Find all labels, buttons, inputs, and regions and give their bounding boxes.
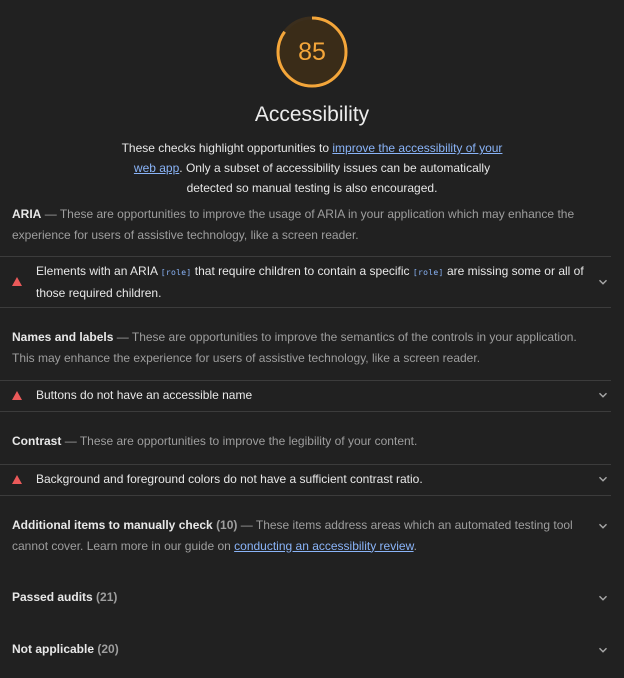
divider bbox=[0, 256, 611, 257]
group-title: Contrast bbox=[12, 434, 62, 448]
group-description: These are opportunities to improve the legibility of your content. bbox=[79, 434, 418, 448]
group-title: ARIA bbox=[12, 207, 42, 221]
audit-button-name[interactable] bbox=[12, 385, 592, 407]
red-triangle-icon bbox=[12, 391, 22, 400]
section-label: Passed audits bbox=[12, 590, 93, 604]
chevron-down-icon[interactable] bbox=[598, 390, 608, 400]
section-count: (20) bbox=[97, 642, 119, 656]
category-title: Accessibility bbox=[254, 103, 370, 126]
divider bbox=[0, 464, 611, 465]
group-contrast: Contrast — These are opportunities to improve the legibility of your content. bbox=[12, 434, 418, 448]
audit-color-contrast[interactable] bbox=[12, 469, 592, 491]
score-value: 85 bbox=[298, 37, 326, 66]
divider bbox=[0, 495, 611, 496]
passed-audits-toggle[interactable] bbox=[12, 590, 117, 604]
red-triangle-icon bbox=[12, 277, 22, 286]
group-names-and-labels: Names and labels — These are opportunities to improve the semantics of the controls in your application. This may enhance the experience for users of assistive technology, like a screen reader. bbox=[12, 330, 577, 365]
code-role: [role] bbox=[160, 268, 192, 277]
group-count: (10) bbox=[216, 518, 238, 532]
category-description: These checks highlight opportunities to improve the accessibility of your web app. Only a subset of accessibility issues can be automatically detected so manual testing is also encouraged. bbox=[121, 141, 503, 195]
group-aria: ARIA — These are opportunities to improve the usage of ARIA in your application which may enhance the experience for users of assistive technology, like a screen reader. bbox=[12, 207, 575, 242]
divider bbox=[0, 411, 611, 412]
divider bbox=[0, 380, 611, 381]
audit-title: Background and foreground colors do not have a sufficient contrast ratio. bbox=[36, 472, 423, 486]
group-description: These items address areas which an automated testing tool cannot cover. Learn more in our guide on conducting an accessibility review. bbox=[12, 518, 573, 553]
audit-title: Elements with an ARIA [role] that require children to contain a specific [role] are missing some or all of those required children. bbox=[36, 264, 584, 300]
group-title: Names and labels bbox=[12, 330, 114, 344]
group-title: Additional items to manually check bbox=[12, 518, 213, 532]
section-count: (21) bbox=[96, 590, 118, 604]
accessibility-learn-link[interactable]: improve the accessibility of your web app bbox=[133, 141, 503, 175]
chevron-down-icon[interactable] bbox=[598, 521, 608, 531]
chevron-down-icon[interactable] bbox=[598, 593, 608, 603]
chevron-down-icon[interactable] bbox=[598, 645, 608, 655]
chevron-down-icon[interactable] bbox=[598, 474, 608, 484]
not-applicable-toggle[interactable] bbox=[12, 642, 119, 656]
group-description: These are opportunities to improve the semantics of the controls in your application. This may enhance the experience for users of assistive technology, like a screen reader. bbox=[12, 330, 577, 365]
code-role: [role] bbox=[412, 268, 444, 277]
group-manual-checks[interactable]: Additional items to manually check (10) — These items address areas which an automated testing tool cannot cover. Learn more in our guide on conducting an accessibility review. bbox=[12, 518, 573, 553]
accessibility-review-link[interactable]: conducting an accessibility review bbox=[234, 538, 414, 553]
audit-aria-required-children[interactable] bbox=[12, 261, 592, 303]
group-description: These are opportunities to improve the usage of ARIA in your application which may enhance the experience for users of assistive technology, like a screen reader. bbox=[12, 207, 575, 242]
section-label: Not applicable bbox=[12, 642, 95, 656]
chevron-down-icon[interactable] bbox=[598, 277, 608, 287]
red-triangle-icon bbox=[12, 475, 22, 484]
divider bbox=[0, 307, 611, 308]
audit-title: Buttons do not have an accessible name bbox=[36, 388, 253, 402]
